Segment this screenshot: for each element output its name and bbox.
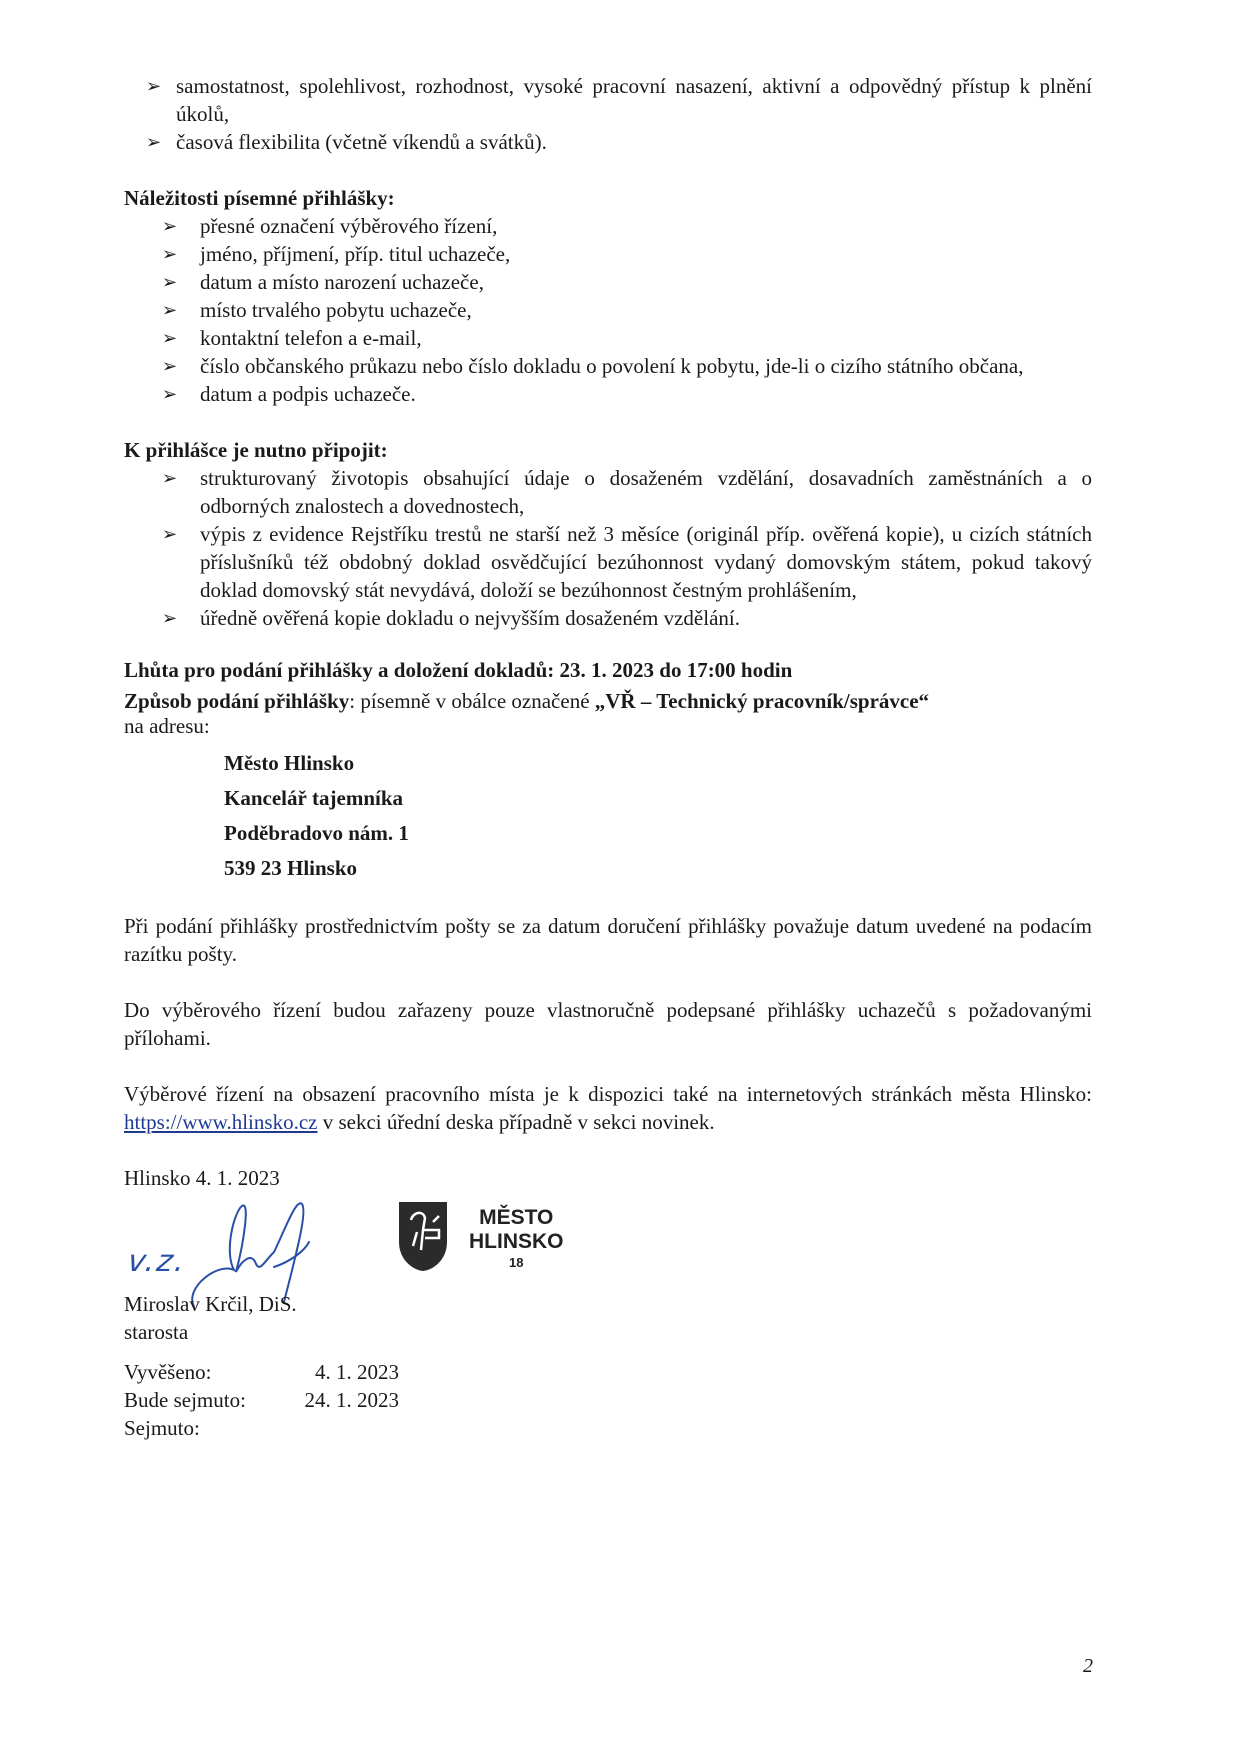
website-link[interactable]: https://www.hlinsko.cz <box>124 1110 318 1134</box>
address-line: Poděbradovo nám. 1 <box>224 821 409 845</box>
town-stamp: MĚSTO HLINSKO 18 <box>469 1206 564 1270</box>
requirements-list <box>124 212 1092 408</box>
signatory-title: starosta <box>124 1320 189 1344</box>
place-date: Hlinsko 4. 1. 2023 <box>124 1166 280 1190</box>
list-item: ➢ datum a místo narození uchazeče, <box>162 270 484 294</box>
arrow-bullet-icon: ➢ <box>162 300 178 320</box>
arrow-bullet-icon: ➢ <box>162 356 178 376</box>
arrow-bullet-icon: ➢ <box>146 132 162 152</box>
remove-label: Bude sejmuto: <box>124 1388 246 1412</box>
arrow-bullet-icon: ➢ <box>162 384 178 404</box>
signatory-name: Miroslav Krčil, DiS. <box>124 1292 297 1316</box>
paragraph-signed: Do výběrového řízení budou zařazeny pouze vlastnoručně podepsané přihlášky uchazečů s požadovanými přílohami. <box>124 998 1092 1050</box>
deadline: Lhůta pro podání přihlášky a doložení dokladů: 23. 1. 2023 do 17:00 hodin <box>124 658 793 682</box>
arrow-bullet-icon: ➢ <box>162 244 178 264</box>
submission-label: Způsob podání přihlášky <box>124 689 350 713</box>
remove-date: 24. 1. 2023 <box>304 1388 399 1412</box>
list-item: ➢ strukturovaný životopis obsahující údaje o dosaženém vzdělání, dosavadních zaměstnáních a o odborných znalostech a dovednostech, <box>162 466 1092 518</box>
address-line: 539 23 Hlinsko <box>224 856 358 880</box>
paragraph-post: Při podání přihlášky prostřednictvím pošty se za datum doručení přihlášky považuje datum uvedené na podacím razítku pošty. <box>124 914 1092 966</box>
arrow-bullet-icon: ➢ <box>162 608 178 628</box>
list-item: ➢ kontaktní telefon a e-mail, <box>162 326 422 350</box>
list-item: ➢ výpis z evidence Rejstříku trestů ne starší než 3 měsíce (originál příp. ověřená kopie), u cizích státních příslušníků též obdobný doklad osvědčující bezúhonnost vydaný domovským státem, pokud takový doklad domovský stát nevydává, doloží se bezúhonnost čestným prohlášením, <box>162 522 1092 602</box>
list-item: ➢ přesné označení výběrového řízení, <box>162 214 498 238</box>
list-item: ➢ samostatnost, spolehlivost, rozhodnost, vysoké pracovní nasazení, aktivní a odpovědný přístup k plnění úkolů, <box>146 74 1092 126</box>
posted-date: 4. 1. 2023 <box>315 1360 399 1384</box>
envelope-marking: „VŘ – Technický pracovník/správce“ <box>594 689 930 713</box>
arrow-bullet-icon: ➢ <box>162 468 178 488</box>
list-item: ➢ úředně ověřená kopie dokladu o nejvyšším dosaženém vzdělání. <box>162 606 740 630</box>
requirements-heading: Náležitosti písemné přihlášky: <box>124 186 395 210</box>
list-item: ➢ datum a podpis uchazeče. <box>162 382 416 406</box>
attachments-heading: K přihlášce je nutno připojit: <box>124 438 388 462</box>
submission-method: Způsob podání přihlášky: písemně v obálce označené „VŘ – Technický pracovník/správce“ <box>124 689 930 713</box>
list-item: ➢ místo trvalého pobytu uchazeče, <box>162 298 472 322</box>
posting-record <box>124 1358 1092 1442</box>
posted-label: Vyvěšeno: <box>124 1360 212 1384</box>
list-item: ➢ číslo občanského průkazu nebo číslo dokladu o povolení k pobytu, jde-li o cizího státního občana, <box>162 354 1024 378</box>
removed-date <box>284 1414 399 1442</box>
document-page <box>124 72 1092 1442</box>
submission-address-intro: na adresu: <box>124 714 210 738</box>
arrow-bullet-icon: ➢ <box>162 272 178 292</box>
intro-bullet-list <box>124 72 1092 156</box>
list-item: ➢ jméno, příjmení, příp. titul uchazeče, <box>162 242 511 266</box>
signature-handwriting: v.z. <box>125 1244 189 1279</box>
paragraph-web: Výběrové řízení na obsazení pracovního místa je k dispozici také na internetových stránkách města Hlinsko: https://www.hlinsko.cz v sekci úřední deska případně v sekci novinek. <box>124 1082 1092 1134</box>
page-number: 2 <box>1083 1655 1093 1677</box>
address-line: Kancelář tajemníka <box>224 786 404 810</box>
address-block <box>224 746 1092 886</box>
attachments-list <box>124 464 1092 632</box>
list-item: ➢ časová flexibilita (včetně víkendů a svátků). <box>146 130 547 154</box>
town-crest-icon <box>397 1200 449 1272</box>
arrow-bullet-icon: ➢ <box>162 216 178 236</box>
arrow-bullet-icon: ➢ <box>162 524 178 544</box>
arrow-bullet-icon: ➢ <box>162 328 178 348</box>
arrow-bullet-icon: ➢ <box>146 76 162 96</box>
signature-area <box>124 1192 1092 1344</box>
address-line: Město Hlinsko <box>224 751 355 775</box>
removed-label: Sejmuto: <box>124 1416 200 1440</box>
